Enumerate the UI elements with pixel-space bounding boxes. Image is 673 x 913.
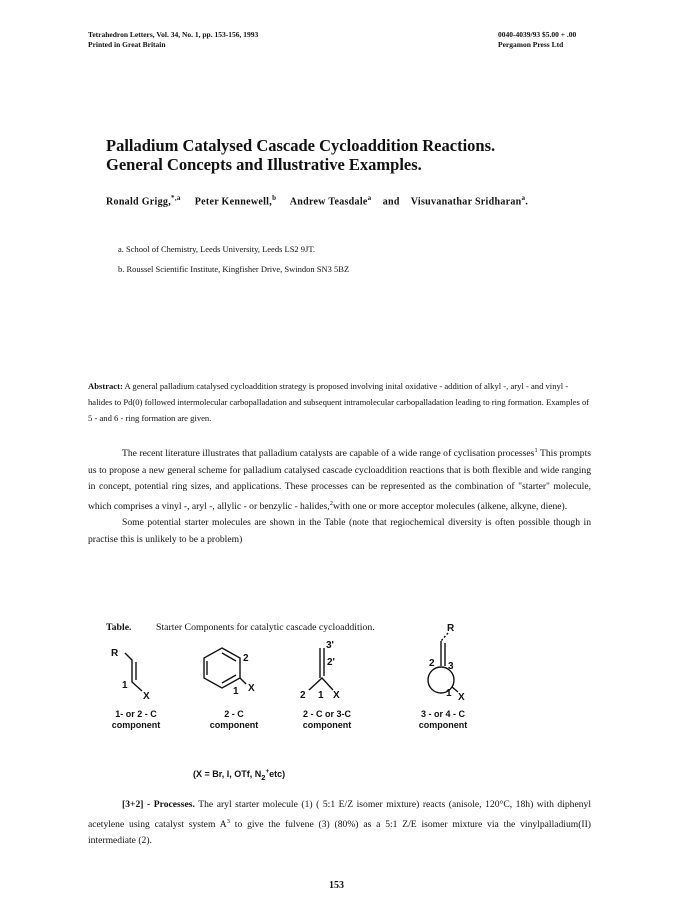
xnote-b: etc): [269, 769, 286, 779]
author-4-mark: a: [521, 194, 526, 202]
para3-text-a: The aryl starter molecule (1) ( 5:1 E/Z isomer mixture) reacts (anisole, 120°C, 18h) with diphenyl acetylene using catalyst system A: [88, 799, 591, 830]
structure-allylic: [309, 648, 333, 690]
abstract-text: A general palladium catalysed cycloaddition strategy is proposed involving inital oxidative - addition of alkyl -, aryl - and vinyl - halides to Pd(0) followed intermolecular carbopalladation and subsequent intramolecular carbopalladation leading to ring formation. Examples of 5 - and 6 - ring formation are given.: [88, 381, 590, 423]
ring-x: X: [458, 692, 465, 703]
ring-c2: 2: [429, 658, 435, 669]
p1-part-c: with one or more acceptor molecules (alkene, alkyne, diene).: [333, 500, 568, 512]
ref-1: 1: [534, 447, 538, 454]
abstract-label: Abstract:: [88, 381, 123, 391]
allylic-c2: 2: [300, 690, 306, 701]
component-4-line2: component: [418, 720, 468, 730]
title-line-2: General Concepts and Illustrative Examples.: [106, 155, 422, 174]
component-1-line2: component: [111, 720, 161, 730]
page-number: 153: [329, 880, 344, 891]
component-label-1: [96, 709, 176, 731]
vinyl-r: R: [111, 648, 119, 659]
para3-text-b: to give the fulvene (3) (80%) as a 5:1 Z/E isomer mixture via the vinylpalladium(II) intermediate (2).: [88, 818, 591, 847]
ring-c1: 1: [446, 688, 452, 699]
component-label-4: [398, 709, 488, 731]
component-3-line1: 2 - C or 3-C: [302, 709, 351, 719]
component-label-2: [194, 709, 274, 731]
xnote-a: (X = Br, I, OTf, N: [193, 769, 262, 779]
title-line-1: Palladium Catalysed Cascade Cycloaddition Reactions.: [106, 136, 496, 155]
ref-2: 2: [329, 499, 333, 507]
author-2-mark: b: [272, 194, 277, 202]
author-1: Ronald Grigg,: [106, 196, 172, 208]
component-label-3: [282, 709, 372, 731]
allylic-c3p: 3': [326, 640, 334, 651]
author-3: Andrew Teasdale: [289, 196, 368, 208]
author-2: Peter Kennewell,: [194, 196, 273, 208]
ring-c3: 3: [448, 661, 454, 672]
table-caption: Starter Components for catalytic cascade cycloaddition.: [155, 622, 375, 633]
component-4-line1: 3 - or 4 - C: [420, 709, 465, 719]
printed-note: Printed in Great Britain: [88, 40, 166, 49]
publisher: Pergamon Press Ltd: [498, 40, 564, 49]
p1-part-b: This prompts us to propose a new general scheme for palladium catalysed cascade cycloaddition reactions that is both flexible and wide ranging in concept, potential ring sizes, and applications. These processes can be represented as the combination of "starter" molecule, which comprises a vinyl -, aryl -, allylic - or benzylic - halides,: [88, 448, 591, 512]
journal-citation: Tetrahedron Letters, Vol. 34, No. 1, pp. 153-156, 1993: [88, 30, 259, 39]
structure-aryl: [204, 648, 246, 688]
paragraph-2: Some potential starter molecules are shown in the Table (note that regiochemical diversity is often possible though in practise this is unlikely to be a problem): [88, 517, 591, 545]
paragraph-3: [88, 797, 591, 850]
vinyl-c1: 1: [122, 680, 128, 691]
table-label: Table.: [106, 622, 132, 633]
affiliation-a: a. School of Chemistry, Leeds University, Leeds LS2 9JT.: [118, 244, 316, 254]
component-2-line2: component: [209, 720, 259, 730]
author-4: Visuvanathar Sridharan: [410, 196, 522, 208]
ref-3: 3: [226, 817, 230, 825]
xnote-sup: +: [265, 768, 270, 775]
affiliation-b: b. Roussel Scientific Institute, Kingfisher Drive, Swindon SN3 5BZ: [118, 264, 350, 274]
section-lead: [3+2] - Processes.: [122, 799, 195, 810]
aryl-x: X: [248, 683, 255, 694]
author-1-mark: *,a: [171, 194, 181, 202]
p1-part-a: The recent literature illustrates that palladium catalysts are capable of a wide range of cyclisation processes: [122, 448, 535, 460]
aryl-c2: 2: [243, 653, 249, 664]
ring-r: R: [447, 623, 455, 634]
allylic-c2p: 2': [327, 657, 335, 668]
leaving-group-note: [193, 768, 285, 782]
allylic-x: X: [333, 690, 340, 701]
component-2-line1: 2 - C: [224, 709, 244, 719]
allylic-c1: 1: [318, 690, 324, 701]
aryl-c1: 1: [233, 686, 239, 697]
xnote-sub: 2: [261, 772, 266, 782]
vinyl-x: X: [143, 691, 150, 702]
price-code: 0040-4039/93 $5.00 + .00: [498, 30, 577, 39]
author-and: and: [382, 196, 400, 208]
author-3-mark: a: [367, 194, 372, 202]
author-end: .: [525, 196, 529, 208]
component-1-line1: 1- or 2 - C: [115, 709, 157, 719]
component-3-line2: component: [302, 720, 352, 730]
